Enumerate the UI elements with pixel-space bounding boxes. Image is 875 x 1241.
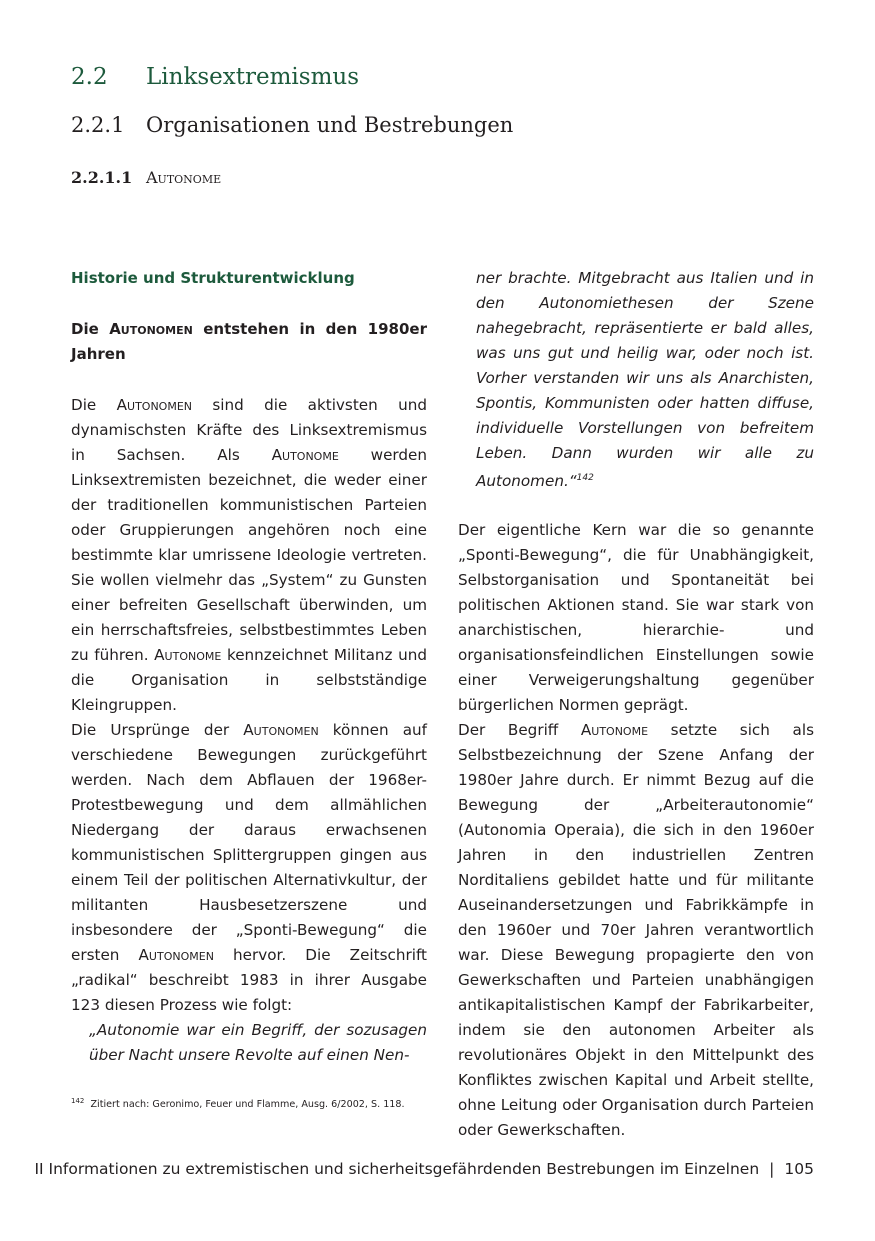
heading-text-end: entstehen in den 1980er Jahren — [71, 320, 427, 363]
history-heading: Historie und Strukturentwicklung — [71, 269, 355, 287]
quote-continuation — [476, 266, 814, 494]
subsection-heading — [71, 113, 513, 137]
subsection-title: Organisationen und Bestrebungen — [146, 113, 514, 137]
text: können auf verschiedene Bewegungen zurückgeführt werden. Nach dem Abflauen der 1968er-Protestbewegung und dem allmählichen Niedergang der daraus erwachsenen kommunistischen Splittergruppen gingen aus einem Teil der politischen Alternativkultur, der militanten Hausbesetzerszene und insbesondere der „Sponti-Bewegung“ die ersten — [71, 721, 427, 964]
subsubsection-number: 2.2.1.1 — [71, 168, 133, 187]
page-number: 105 — [784, 1160, 814, 1178]
footnote-text: Zitiert nach: Geronimo, Feuer und Flamme, Ausg. 6/2002, S. 118. — [90, 1099, 405, 1111]
subsubsection-title: Autonome — [146, 168, 222, 187]
text: kennzeichnet Militanz und die Organisation in selbstständige Kleingruppen. — [71, 646, 428, 714]
paragraph-heading — [71, 317, 427, 367]
paragraph-3: Der eigentliche Kern war die so genannte „Sponti-Bewegung“, die für Unabhängigkeit, Selbstorganisation und Spontaneität bei politischen Aktionen stand. Sie war stark von anarchistischen, hierarchie- und organisationsfeindlichen Einstellungen sowie einer Verweigerungshaltung gegenüber bürgerlichen Normen geprägt. — [458, 521, 814, 715]
paragraph-2 — [71, 718, 427, 1018]
right-column — [458, 266, 814, 1143]
page-footer — [34, 1160, 814, 1178]
subsubsection-heading — [71, 168, 221, 187]
text: setzte sich als Selbstbezeichnung der Szene Anfang der 1980er Jahre durch. Er nimmt Bezug auf die Bewegung der „Arbeiterautonomie“ (Autonomia Operaia), die sich in den 1960er Jahren in den industriellen Zentren Norditaliens gebildet hatte und für militante Auseinandersetzungen und Fabrikkämpfe in den 1960er und 70er Jahren verantwortlich war. Diese Bewegung propagierte den von Gewerkschaften und Parteien unabhängigen antikapitalistischen Kampf der Fabrikarbeiter, indem sie den autonomen Arbeiter als revolutionäres Objekt in den Mittelpunkt des Konfliktes zwischen Kapital und Arbeit stellte, ohne Leitung oder Organisation durch Parteien oder Gewerkschaften. — [458, 721, 814, 1140]
section-number: 2.2 — [71, 64, 108, 90]
text-smallcaps: Autonomen — [116, 396, 192, 414]
text-smallcaps: Autonome — [154, 646, 222, 664]
text-smallcaps: Autonome — [580, 721, 649, 740]
footnote-ref: 142 — [576, 473, 594, 483]
text: hervor. Die Zeitschrift „radikal“ beschreibt 1983 in ihrer Ausgabe 123 diesen Prozess wie folgt: — [71, 946, 427, 1014]
paragraph-1 — [71, 393, 427, 718]
text-smallcaps: Autonomen — [243, 721, 319, 739]
heading-text-start: Die — [71, 320, 110, 338]
heading-text-smallcaps: Autonomen — [109, 320, 193, 338]
text-smallcaps: Autonomen — [138, 946, 214, 964]
section-heading — [71, 64, 359, 90]
text: werden Linksextremisten bezeichnet, die weder einer der traditionellen kommunistischen Parteien oder Gruppierungen angehören noch eine bestimmte klar umrissene Ideologie vertreten. Sie wollen vielmehr das „System“ zu Gunsten einer befreiten Gesellschaft überwinden, um ein herrschaftsfreies, selbstbestimmtes Leben zu führen. — [71, 446, 428, 664]
quote-text: ner brachte. Mitgebracht aus Italien und in den Autonomiethesen der Szene nahegebracht, repräsentierte er bald alles, was uns gut und heilig war, oder noch ist. Vorher verstanden wir uns als Anarchisten, Spontis, Kommunisten oder hatten diffuse, individuelle Vorstellungen von befreitem Leben. Dann wurden wir alle zu Autonomen.“ — [476, 269, 814, 491]
text-smallcaps: Autonome — [271, 446, 339, 464]
footnote — [71, 1097, 405, 1110]
text: Die — [71, 396, 117, 414]
left-column — [71, 266, 427, 1068]
section-title: Linksextremismus — [146, 64, 360, 90]
subsection-number: 2.2.1 — [71, 113, 125, 137]
text: sind die aktivsten und dynamischsten Kräfte des Linksextremismus in Sachsen. Als — [71, 396, 428, 464]
quote-start: „Autonomie war ein Begriff, der sozusagen über Nacht unsere Revolte auf einen Nen- — [89, 1021, 427, 1064]
footer-text: II Informationen zu extremistischen und sicherheitsgefährdenden Bestrebungen im Einzelnen — [34, 1160, 760, 1178]
text: Der Begriff — [458, 721, 581, 740]
text: Die Ursprünge der — [71, 721, 244, 739]
footnote-number: 142 — [71, 1097, 85, 1105]
paragraph-4 — [458, 718, 814, 1143]
footer-separator: | — [769, 1160, 775, 1178]
